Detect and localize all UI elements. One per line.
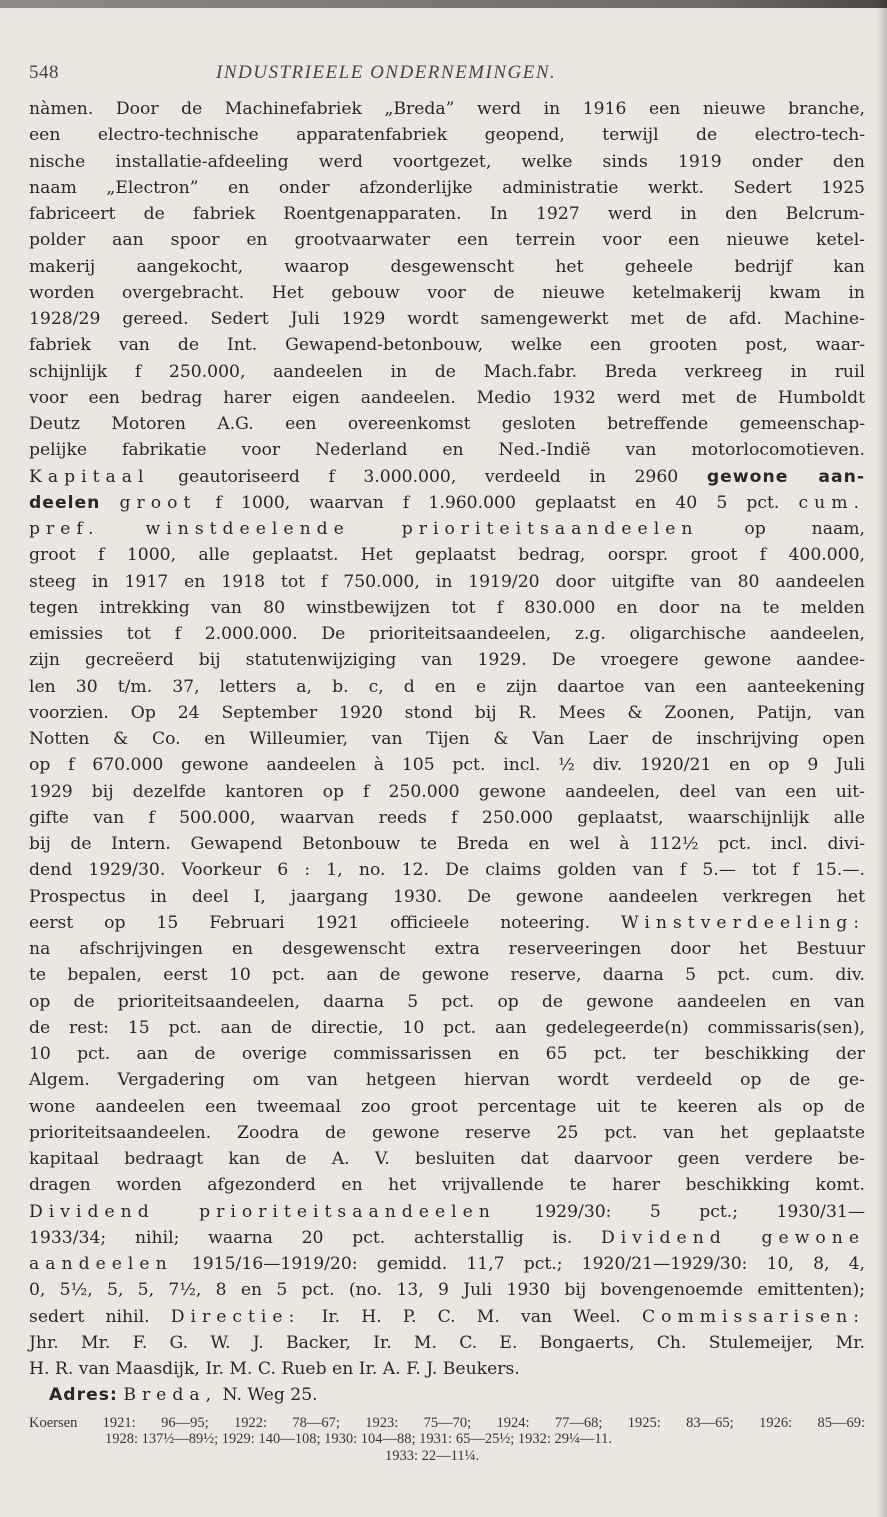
directie-label: Directie:: [170, 1306, 301, 1327]
kapitaal-label: Kapitaal: [29, 466, 150, 487]
paragraph-winstverdeeling: [29, 936, 865, 1199]
prospectus-line-1: Prospectus in deel I, jaargang 1930. De gewone aandeelen verkregen het: [29, 886, 865, 907]
prospectus-line-2: eerst op 15 Februari 1921 officieele noteering. Winstverdeeling:: [29, 912, 865, 933]
paragraph-kapitaal: [29, 542, 865, 883]
text-line: gifte van f 500.000, waarvan reeds f 250.000 geplaatst, waarschijnlijk alle: [29, 807, 865, 828]
text-line: len 30 t/m. 37, letters a, b. c, d en e zijn daartoe van een aanteekening: [29, 676, 865, 697]
text-line: zijn gecreëerd bij statutenwijziging van 1929. De vroegere gewone aandee-: [29, 650, 865, 671]
dividend-line-3: aandeelen 1915/16—1919/20: gemidd. 11,7 pct.; 1920/21—1929/30: 10, 8, 4,: [29, 1254, 866, 1274]
text-line: Deutz Motoren A.G. een overeenkomst gesloten betreffende gemeenschap-: [29, 414, 865, 434]
dividend-line-4: 0, 5½, 5, 5, 7½, 8 en 5 pct. (no. 13, 9 Juli 1930 bij bovengenoemde emittenten);: [29, 1280, 865, 1301]
text-line: fabriceert de fabriek Roentgenapparaten. In 1927 werd in den Belcrum-: [29, 204, 865, 224]
adres-line: [29, 1382, 885, 1408]
text-line: de rest: 15 pct. aan de directie, 10 pct. aan gedelegeerde(n) commissaris(sen),: [29, 1017, 865, 1038]
commissarissen-label: Commissarisen:: [641, 1306, 865, 1327]
text-line: voorzien. Op 24 September 1920 stond bij R. Mees & Zoonen, Patijn, van: [29, 702, 865, 723]
adres-city: Breda,: [123, 1385, 218, 1406]
text-line: 1928/29 gereed. Sedert Juli 1929 wordt samengewerkt met de afd. Machine-: [29, 309, 865, 329]
text-line: voor een bedrag harer eigen aandeelen. Medio 1932 werd met de Humboldt: [29, 387, 865, 408]
text-line: schijnlijk f 250.000, aandeelen in de Mach.fabr. Breda verkreeg in ruil: [29, 361, 865, 382]
text-line: een electro-technische apparatenfabriek geopend, terwijl de electro-tech-: [29, 125, 865, 146]
text-line: pelijke fabrikatie voor Nederland en Ned.-Indië van motorlocomotieven.: [29, 440, 865, 461]
dividend-prio-label: Dividend prioriteitsaandeelen: [29, 1201, 496, 1222]
body-text: [29, 96, 865, 1409]
text-line: nische installatie-afdeeling werd voortgezet, welke sinds 1919 onder den: [29, 151, 865, 172]
text-line: Notten & Co. en Willeumier, van Tijen & Van Laer de inschrijving open: [29, 729, 865, 749]
commissarissen-line-2: H. R. van Maasdijk, Ir. M. C. Rueb en Ir. A. F. J. Beukers.: [29, 1359, 520, 1379]
text-line: bij de Intern. Gewapend Betonbouw te Breda en wel à 112½ pct. incl. divi-: [29, 834, 865, 854]
koersen-line-1: Koersen 1921: 96—95; 1922: 78—67; 1923: 75—70; 1924: 77—68; 1925: 83—65; 1926: 85—69:: [29, 1414, 865, 1431]
dividend-gewone-label: Dividend gewone: [601, 1227, 865, 1248]
text-line: emissies tot f 2.000.000. De prioriteitsaandeelen, z.g. oligarchische aandeelen,: [29, 624, 865, 644]
gewone-aandeelen-bold: gewone aan-: [706, 466, 865, 487]
text-line: tegen intrekking van 80 winstbewijzen tot f 830.000 en door na te melden: [29, 597, 865, 618]
kapitaal-line-3: pref. winstdeelende prioriteitsaandeelen op naam,: [29, 519, 866, 539]
kapitaal-line-2: deelen groot f 1000, waarvan f 1.960.000 geplaatst en 40 5 pct. cum.: [29, 492, 866, 513]
page-header: [29, 62, 865, 90]
text-line: naam „Electron” en onder afzonderlijke administratie werkt. Sedert 1925: [29, 177, 865, 198]
text-line: nàmen. Door de Machinefabriek „Breda” werd in 1916 een nieuwe branche,: [29, 99, 865, 119]
winstverdeeling-label: Winstverdeeling:: [621, 912, 865, 933]
paragraph-history: [29, 96, 865, 464]
adres-street: N. Weg 25.: [222, 1385, 318, 1406]
text-line: 10 pct. aan de overige commissarissen en 65 pct. ter beschikking der: [29, 1044, 865, 1064]
adres-label: Adres:: [49, 1385, 118, 1406]
text-line: polder aan spoor en grootvaarwater een terrein voor een nieuwe ketel-: [29, 230, 865, 251]
text-line: makerij aangekocht, waarop desgewenscht het geheele bedrijf kan: [29, 256, 865, 277]
text-line: kapitaal bedraagt kan de A. V. besluiten dat daarvoor geen verdere be-: [29, 1149, 865, 1169]
scan-right-shadow: [877, 0, 887, 1517]
text-line: wone aandeelen een tweemaal zoo groot percentage uit te keeren als op de: [29, 1096, 865, 1117]
page-number: 548: [29, 62, 59, 83]
koersen-block: [29, 1415, 865, 1465]
dividend-line-1: Dividend prioriteitsaandeelen 1929/30: 5 pct.; 1930/31—: [29, 1201, 866, 1222]
text-line: op f 670.000 gewone aandeelen à 105 pct. incl. ½ div. 1920/21 en op 9 Juli: [29, 755, 865, 776]
text-line: steeg in 1917 en 1918 tot f 750.000, in 1919/20 door uitgifte van 80 aandeelen: [29, 571, 865, 592]
text-line: worden overgebracht. Het gebouw voor de nieuwe ketelmakerij kwam in: [29, 282, 865, 303]
text-line: Algem. Vergadering om van hetgeen hiervan wordt verdeeld op de ge-: [29, 1070, 865, 1091]
directie-line: sedert nihil. Directie: Ir. H. P. C. M. van Weel. Commissarisen:: [29, 1306, 865, 1327]
text-line: 1929 bij dezelfde kantoren op f 250.000 gewone aandeelen, deel van een uit-: [29, 781, 865, 802]
scan-top-edge: [0, 0, 887, 8]
commissarissen-line-1: Jhr. Mr. F. G. W. J. Backer, Ir. M. C. E. Bongaerts, Ch. Stulemeijer, Mr.: [29, 1332, 865, 1353]
text-line: op de prioriteitsaandeelen, daarna 5 pct. op de gewone aandeelen en van: [29, 991, 865, 1012]
koersen-line-3: 1933: 22—11¼.: [385, 1447, 480, 1464]
text-line: groot f 1000, alle geplaatst. Het geplaatst bedrag, oorspr. groot f 400.000,: [29, 545, 865, 566]
text-line: fabriek van de Int. Gewapend-betonbouw, welke een grooten post, waar-: [29, 335, 865, 356]
text-line: dragen worden afgezonderd en het vrijvallende te harer beschikking komt.: [29, 1175, 865, 1196]
running-title: INDUSTRIEELE ONDERNEMINGEN.: [216, 62, 557, 83]
text-line: na afschrijvingen en desgewenscht extra reserveeringen door het Bestuur: [29, 939, 865, 959]
koersen-line-2: 1928: 137½—89½; 1929: 140—108; 1930: 104—88; 1931: 65—25½; 1932: 29¼—11.: [105, 1431, 612, 1447]
text-line: te bepalen, eerst 10 pct. aan de gewone reserve, daarna 5 pct. cum. div.: [29, 965, 865, 986]
text-line: prioriteitsaandeelen. Zoodra de gewone reserve 25 pct. van het geplaatste: [29, 1122, 865, 1143]
kapitaal-line-1: Kapitaal geautoriseerd f 3.000.000, verdeeld in 2960 gewone aan-: [29, 466, 865, 487]
text-line: dend 1929/30. Voorkeur 6 : 1, no. 12. De claims golden van f 5.— tot f 15.—.: [29, 860, 865, 881]
dividend-line-2: 1933/34; nihil; waarna 20 pct. achterstallig is. Dividend gewone: [29, 1227, 865, 1248]
